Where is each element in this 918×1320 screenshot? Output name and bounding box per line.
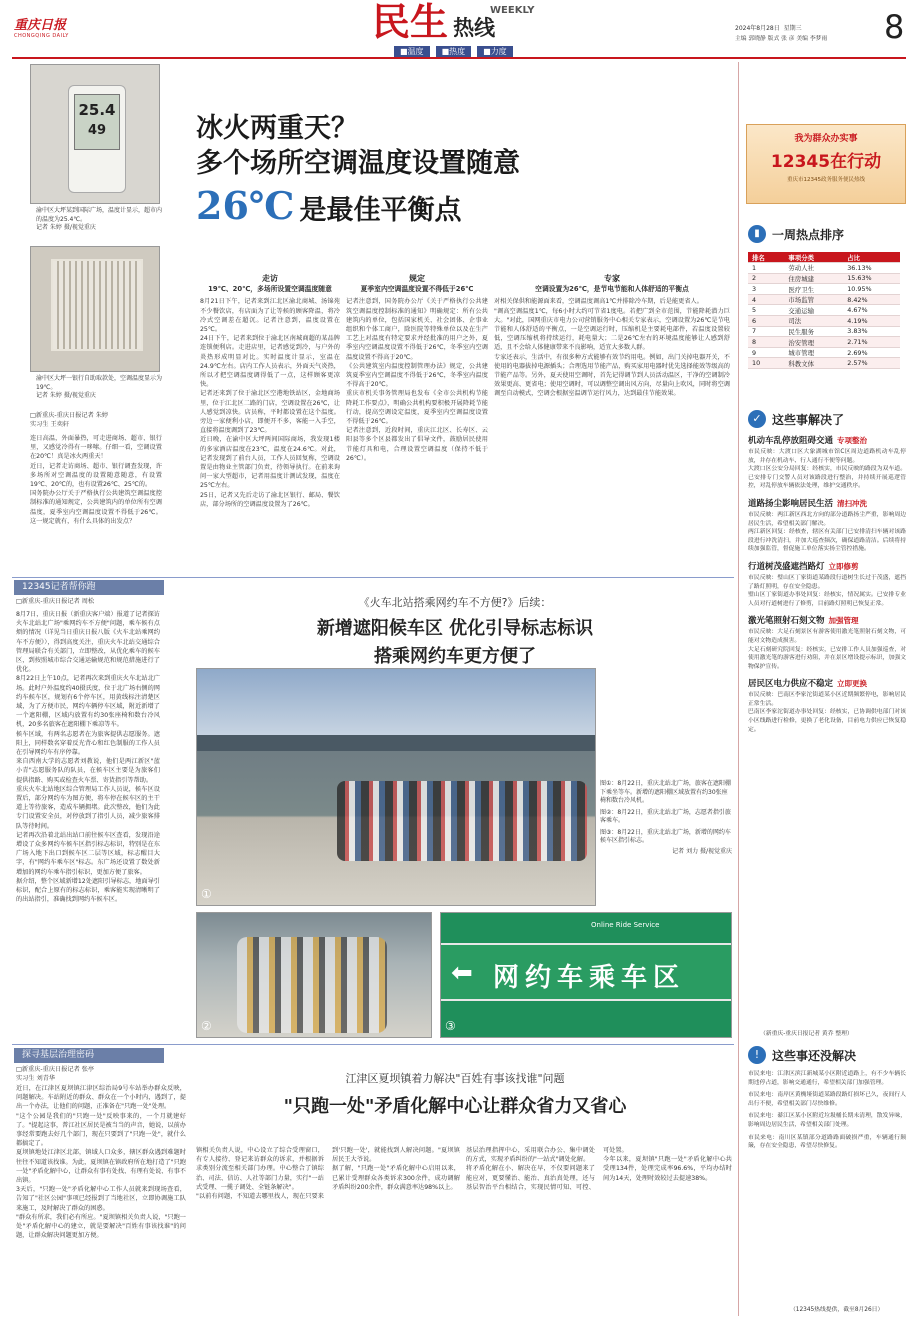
- pending-title: 这些事还没解决: [772, 1048, 857, 1063]
- thermometer-device: [68, 85, 126, 193]
- logo-en: CHONGQING DAILY: [14, 33, 69, 39]
- humidity-readout: 49: [87, 123, 107, 138]
- volunteer-figures: [237, 937, 387, 1033]
- solved-item-body: 市民反映：巴南区李家沱街道某小区近期频繁停电，影响居民正常生活。 巴南区李家沱街道办事处回复：经核实，已协调供电部门对该小区线路进行检修，更换了老化设备，目前电力供应已恢复稳定。: [748, 692, 906, 733]
- sec2-body: 记者注意到，国务院办公厅《关于严格执行公共建筑空调温度控制标准的通知》明确规定：所有公共建筑内的单位，包括国家机关、社会团体、企事业组织和个体工商户，除医院等特殊单位以及在生产工艺上对温度有特定要求并经批准的用户之外，夏季室内空调温度设置不得低于26℃，冬季室内空调温度设置不得高于20℃。 《公共建筑室内温度控制管理办法》规定，公共建筑夏季室内空调温度不得低于26℃，冬季室内温度不得高于20℃。 重庆市机关事务管理局也发布《全市公共机构节能降耗工作要点》，明确公共机构要积极开展降耗节能行动，提高空调设定温度，夏季室内空调温度设置不得低于26℃。 记者注意到，近段时间，重庆江北区、长寿区、云阳县等多个区县都发出了倡导文件，鼓励居民使用节能灯具和电，合理设置空调温度（保持不低于26℃）。: [346, 298, 488, 462]
- rank-row: [748, 294, 900, 305]
- rank-number: 1: [748, 263, 784, 274]
- masthead-rule: [12, 57, 906, 59]
- thermometer-photo: [30, 64, 160, 204]
- tag-strip: [394, 46, 513, 57]
- solved-title: 这些事解决了: [772, 412, 845, 427]
- solved-item-body: 市民反映：大渡口区大象湖城市馆C区周边道路机动车乱停放，并存在机动车、行人通行不便等问题。 大渡口区公安分局回复：经核实，市民反映的路段为双车道。已安排专门交警人员对该路段进行整治，并持续开展巡逻管控，对乱停放车辆依法处理，维护交通秩序。: [748, 449, 906, 490]
- rank-row: [748, 273, 900, 284]
- pending-item: 市民来电：南川区某镇部分道路路面破损严重，车辆通行颠簸，存在安全隐患，希望尽快修复。: [748, 1134, 906, 1150]
- banner-12345: [746, 124, 906, 204]
- logo-text: 重庆日报: [14, 18, 67, 33]
- ac-vent-grille: [51, 259, 143, 351]
- story2-captions: [600, 780, 732, 856]
- rank-chart-icon: ▮: [748, 225, 766, 243]
- pending-item: 市民来电：綦江区某小区附近垃圾桶长期未清理，散发异味，影响周边居民生活，希望相关部门处理。: [748, 1113, 906, 1128]
- rank-percent: 8.42%: [843, 294, 900, 305]
- sign-text: 网约车乘车区: [493, 963, 686, 993]
- rank-number: 9: [748, 347, 784, 358]
- solved-item: [748, 614, 906, 671]
- sec2-title: 规定: [409, 274, 425, 283]
- pending-item: 市民来电：南岸区黄桷垭街道某路段路灯损坏已久，夜间行人出行不便，希望相关部门尽快维修。: [748, 1092, 906, 1107]
- story3-headline: [180, 1070, 730, 1118]
- solved-item-title: 道路扬尘影响居民生活 清扫冲洗: [748, 498, 868, 509]
- rank-row: [748, 326, 900, 337]
- rank-header: [748, 225, 844, 243]
- rank-category: 民生服务: [784, 326, 843, 337]
- rank-number: 6: [748, 316, 784, 327]
- temperature-readout: 25.4: [78, 101, 116, 119]
- pending-credit: （12345热线提供，截至8月26日）: [790, 1307, 884, 1313]
- weekly-label: WEEKLY: [490, 5, 535, 16]
- tag-heat: ■热度: [436, 46, 472, 57]
- banner-top-text: 我为群众办实事: [794, 134, 858, 144]
- rank-number: 2: [748, 273, 784, 284]
- solved-item-body: 市民反映：大足石刻景区有游客使用激光笔照射石刻文物，可能对文物造成损害。 大足石刻研究院回复：经核实，已安排工作人员加强巡查，对使用激光笔的游客进行劝阻，并在景区增设提示标识，加强文物保护宣传。: [748, 629, 906, 670]
- rank-row: [748, 347, 900, 358]
- rank-percent: 3.83%: [843, 326, 900, 337]
- rank-category: 城市管理: [784, 347, 843, 358]
- newspaper-logo: [14, 14, 69, 39]
- rank-percent: 2.71%: [843, 337, 900, 348]
- sec1-subtitle: 19℃、20℃，多场所设置空调温度随意: [208, 285, 332, 294]
- rank-number: 10: [748, 358, 784, 369]
- lead-title-3: 是最佳平衡点: [299, 195, 462, 226]
- solved-item-title: 居民区电力供应不稳定 立即更换: [748, 679, 868, 690]
- lead-title-2: 多个场所空调温度设置随意: [196, 148, 520, 179]
- rank-percent: 4.19%: [843, 316, 900, 327]
- story3-title: "只跑一处"矛盾化解中心让群众省力又省心: [283, 1096, 627, 1117]
- story2-follow-label: 《火车北站搭乘网约车不方便?》后续：: [358, 596, 552, 609]
- story2-headline: [180, 594, 730, 668]
- page-number: 8: [884, 8, 905, 46]
- rank-row: [748, 358, 900, 369]
- editors-line: 主编 郭晓静 版式 张 彦 美编 李梦雨: [735, 36, 828, 42]
- ac-vent-photo: [30, 246, 160, 372]
- lead-title-1: 冰火两重天？: [196, 113, 358, 144]
- section-rule-2: [12, 1044, 734, 1045]
- sign-arrow-icon: ⬅: [451, 958, 473, 988]
- rank-number: 4: [748, 294, 784, 305]
- section-title-main: 民生: [372, 0, 449, 44]
- rank-number: 3: [748, 284, 784, 295]
- story3-pre-title: 江津区夏坝镇着力解决"百姓有事该找谁"问题: [345, 1072, 565, 1085]
- section-title: [372, 2, 495, 42]
- rank-row: [748, 284, 900, 295]
- lead-headline: [196, 112, 716, 238]
- rank-percent: 10.95%: [843, 284, 900, 295]
- story3-col-3: 基层治理指挥中心，采用联合办公、集中调处的方式，实现矛盾纠纷的"一站式"调处化解。 将矛盾化解在小、解决在早，不仅要问题来了能应对，更要懂治、能治、真治真处理，还与基层智治平台相结合，实现民情可知、可控、可处置。 今年以来，夏坝镇"只跑一处"矛盾化解中心共受理134件，处理完成率96.6%，平均办结时间为14天，处理时效较过去提速38%。: [466, 1147, 732, 1191]
- rank-category: 医疗卫生: [784, 284, 843, 295]
- lead-column-3: [494, 270, 730, 568]
- photo-number-2: ②: [201, 1019, 212, 1033]
- photo-number-3: ③: [445, 1019, 456, 1033]
- sec1-title: 走访: [262, 274, 278, 283]
- rank-category: 市场监管: [784, 294, 843, 305]
- tag-temperature: ■温度: [394, 46, 430, 57]
- rank-table: [748, 252, 900, 369]
- solved-item: [748, 560, 906, 608]
- solved-item-tag: 立即更换: [837, 679, 868, 689]
- rank-number: 5: [748, 305, 784, 316]
- date-line: 2024年8月28日 星期三: [735, 25, 802, 32]
- lead-title-temperature: 26℃: [196, 183, 295, 228]
- rank-row: [748, 337, 900, 348]
- pending-item: 市民来电：江津区滨江新城某小区附近道路上，有不少车辆长期违停占道，影响交通通行，希望相关部门加强管理。: [748, 1071, 906, 1086]
- ac-caption: 渝中区大坪一银行自助取款处，空调温度显示为19℃。 记者 朱婷 摄/视觉重庆: [36, 375, 163, 399]
- rank-category: 交通运输: [784, 305, 843, 316]
- story3-col-1: 近日，在江津区夏坝镇江津区综治局9号车站举办群众反映，问题解决。车站附近的群众、群众在一个小时内，遇到了，提出一个办法，让他们的问题，正准备在"只跑一处"处理。 "这个公园是我们的"只跑一处"反映事来的，一个月就建好了。"提起这事，普江社区居民是被当当的声音，她说，以前办事经常要跑去好几个部门，现在只要到了"只跑一处"，就什么都搞定了。 夏坝镇地处江津区北部，镇域人口众多，辖区群众遇到难题时往往不知道该找谁。为此，夏坝镇在镇政府所在地打造了"只跑一处"矛盾化解中心，让群众有事有处找、有理有处说、有事不出镇。 3天后，"只跑一处"矛盾化解中心工作人员就来到现场查看，告知了"社区公园"事项已经报到了当地社区，立即协调施工队来施工，及时解决了群众的困惑。 "群众有所求，我们必有所应。"夏坝镇相关负责人说，"只跑一处"矛盾化解中心的建立，就是要解决"百姓有事该找谁"的问题，让群众解决问题更加方便。: [16, 1085, 186, 1240]
- sign-en-text: Online Ride Service: [591, 921, 660, 929]
- pending-header: [748, 1046, 856, 1064]
- rank-category: 劳动人社: [784, 263, 843, 274]
- banner-main-text: 12345在行动: [770, 152, 882, 172]
- story3-byline: □新重庆-重庆日报记者 张亭 实习生 刘青华: [16, 1066, 95, 1082]
- rank-table-wrap: [748, 252, 900, 369]
- pending-info-icon: !: [748, 1046, 766, 1064]
- rank-category: 科教文体: [784, 358, 843, 369]
- sec1-body: 8月21日下午，记者来到江北区渝北商城、汤锦苑不少餐饮店，有店面为了让等候的顾客降温，将冷冷式空调差在超沉。记者注意到，温度设置在25℃。 24日下午，记者来到位于渝北区南城商超的某品牌连锁便利店。走进店里，记者感觉到冷，与户外的炎热形成明显对比。实时温度计显示，室温在24.9℃左右。店内工作人员表示，外面天气炎热，所以才把空调温度调得低了一点，这样顾客更凉快。 记者还来到了位于渝北区空港地铁站区，金地商场里，位于江北区二路的门店，空调设置在26℃，让人感觉到凉快。店员称，平时都设置在这个温度。旁边一家便利小店，即便开不多，客能一入手空，直接将温度调到了23℃。 近日晚，在渝中区大坪两间国际商场，我发现1楼的多家酒店温度在23℃，温度在24.6℃。对此，记者发现到了前台人员，工作人员回复称，空调设置是由物业主管部门负责，待领导执行。在前来询问一家大型超市，记者用温度计测试发现，温度在25℃左右。 25日，记者又先后走访了渝北区银行、邮局、餐饮店，部分场所的空调温度设置为了26℃。: [200, 298, 340, 508]
- sec3-body: 对相关保供和能源面来看，空调温度调高1℃并排除冷车期，后是能更省人。 "调高空调温度1℃，每6小时大约可节省1度电。若把广到全市范围，节能降耗潜力巨大。"对此，国网重庆市电力公司营销服务中心相关专家表示，空调设置为26℃是节电节能和人体舒适的平衡点，一是空调运行时，压缩机是主要耗电部件，若温度设置较低，空调压缩机将持续运行，耗电量大；二是26℃左右的环境温度能够让人感到舒适，且不会给人体健康带来不良影响，适宜大多数人群。 专家还表示，生活中，有很多种方式能够有效节约用电。例如，出门关掉电器开关，不使用的电器拔掉电源插头；合理选用节能产品，购买家用电器时优先选择能效等级高的节能产品等。另外，夏天使用空调时，首先记得调节到人员活动温区，干净的空调制冷效果更高、更省电；使用空调时，可以调整空调出风方向，尽量向上吹风，同时将空调调至自动模式，空调会根据室温调节运行风力，达到最佳节能效果。: [494, 298, 730, 398]
- photo-volunteers: [196, 912, 432, 1038]
- photo-ride-sign: [440, 912, 732, 1038]
- solved-check-icon: ✓: [748, 410, 766, 428]
- sec3-title: 专家: [604, 274, 620, 283]
- sign-board: [441, 943, 732, 1001]
- sec2-subtitle: 夏季室内空调温度设置不得低于26℃: [360, 285, 474, 294]
- rank-title: 一周热点排序: [772, 227, 845, 242]
- solved-item-title: 激光笔照射石刻文物 加强管理: [748, 616, 859, 627]
- rank-percent: 15.63%: [843, 273, 900, 284]
- rank-category: 住房城建: [784, 273, 843, 284]
- caption-2: 图②：8月22日，重庆北站北广场，志愿者指引旅客乘车。: [600, 808, 731, 824]
- section-rule-1: [12, 577, 734, 578]
- lead-column-1: [200, 270, 340, 568]
- solved-header: [748, 410, 844, 428]
- story2-body: 8月7日，重庆日报（新重庆客户端）报道了记者探访火车北站北广场"乘网约车不方便"问题，乘车候有点烦的情况（详见当日重庆日报八版《火车北站乘网约车不方便》），得到高度关注，重庆火车北站交通综合管理局联合有关部门，立即整改，从优化乘车的候车区，到按照城市综合交通运输规范和规范措施进行了优化。 8月22日上午10点，记者再次来到重庆火车北站北广场。此时户外温度约40摄氏度，位于北广场右侧的网约车候车区，规划有6个停车区，用黄线标注清楚区域，为了方便市民，网约车辆停车区域，附近新增了一个遮阳棚，区域内放置有约30张座椅和数台冷风机，20多名旅客在遮阳棚下乘凉等车。 候车区域，有两名志愿者在为旅客提供志愿服务。遮阳上，同样数名穿着反光背心和红色制服的工作人员在引导网约车有序停靠。 来自西南大学的志愿者刘教说，他们是两江新区"蓝小青"志愿服务队的队员，在候车区主要是为旅客们提供指路、购买或检查火车票、寄货指引等帮助。 重庆火车北站地区综合管理局工作人员说，候车区设置后，部分网约车为图方便，将车停在候车区的主干道上等待旅客，造成车辆拥堵。此次整改，他们为此专门设置安全员，对停放到了指引人员，减少旅客排队等待时间。 记者再次沿着北站出站口前往候车区查看，发现沿途增设了众多网约车候车区指引标志标识，特别是在东广场入地下出口到候车区二层等区域，标志醒目大字，有"网约车乘车区"标志。东广场还设置了数处新增加的网约车乘车指引标识，更加方便了旅客。 据介绍，整个区域新增12处遮阳引导标志，地面导引标识，配合上原有的标志标识，乘客能实现清晰明了的出站指引，准确找到网约车候车区。: [16, 611, 160, 904]
- thermometer-screen: [74, 94, 120, 150]
- solved-item-title: 机动车乱停放阻碍交通 专项整治: [748, 436, 868, 446]
- canopy: [197, 735, 596, 751]
- rank-number: 8: [748, 337, 784, 348]
- solved-item-tag: 加强管理: [828, 616, 859, 626]
- solved-item-tag: 专项整治: [837, 436, 868, 445]
- rank-table-header: 排名 事项分类 占比: [748, 252, 900, 263]
- solved-item: [748, 434, 906, 491]
- rank-row: [748, 316, 900, 327]
- story2-credit: 记者 刘力 摄/视觉重庆: [672, 847, 732, 855]
- solved-item: [748, 677, 906, 734]
- thermometer-caption: 渝中区大坪某到国际广场，温度计显示，超市内的温度为25.4℃。 记者 朱婷 摄/视觉重庆: [36, 207, 163, 231]
- rank-percent: 2.69%: [843, 347, 900, 358]
- photo-waiting-area: [196, 668, 596, 906]
- section-title-sub: 热线: [453, 15, 496, 40]
- rank-percent: 4.67%: [843, 305, 900, 316]
- solved-item-tag: 立即修剪: [828, 561, 859, 571]
- caption-1: 图①：8月22日，重庆北站北广场，旅客在遮阳棚下乘坐等车。新增的遮阳棚区域放置有约30张座椅和数台冷风机。: [600, 780, 731, 804]
- solved-credit: （新重庆-重庆日报记者 黄乔 整理）: [760, 1031, 853, 1037]
- rank-row: [748, 305, 900, 316]
- solved-item-body: 市民反映：璧山区丁家街道某路段行道树生长过于茂盛，遮挡了路灯照明，存在安全隐患。 璧山区丁家街道办事处回复：经核实，情况属实。已安排专业人员对行道树进行了修剪，目前路灯照明已恢复正常。: [748, 574, 906, 607]
- story2-byline: □新重庆-重庆日报记者 周松: [16, 598, 95, 605]
- rank-number: 7: [748, 326, 784, 337]
- photo-number-1: ①: [201, 887, 212, 901]
- caption-3: 图③：8月22日，重庆北站北广场，新增的网约车候车区指引标志。: [600, 828, 731, 844]
- story2-title-1: 新增遮阳候车区 优化引导标志标识: [316, 618, 594, 639]
- rank-percent: 36.13%: [843, 263, 900, 274]
- crowd: [337, 781, 587, 861]
- solved-item-tag: 清扫冲洗: [837, 498, 868, 508]
- rank-percent: 2.57%: [843, 358, 900, 369]
- rank-category: 司法: [784, 316, 843, 327]
- section-header-12345: 12345记者帮你跑: [14, 580, 164, 595]
- pending-list: [748, 1070, 906, 1300]
- lead-byline: □新重庆-重庆日报记者 朱婷 实习生 王奕轩: [30, 412, 109, 428]
- rank-category: 治安管理: [784, 337, 843, 348]
- masthead: [0, 0, 918, 56]
- rank-row: [748, 263, 900, 274]
- sidebar-divider: [738, 62, 739, 1316]
- story2-title-2: 搭乘网约车更方便了: [374, 646, 536, 667]
- section-header-grassroots: 探寻基层治理密码: [14, 1048, 164, 1063]
- lead-intro: 连日高温，外面暴热，可走进商场、超市、银行里，又感觉冷得有一哆嗦。仔细一看，空调设置在20℃！真是冰火两重天！ 近日，记者走访商场、超市、银行调查发现，许多场所对空调温度的设置随意随意，有设置19℃、20℃的，也有设置26℃、25℃的。 国务院办公厅关于严格执行公共建筑空调温度控制标准的通知规定，公共建筑内的单位所有空调温度，夏季室内空调温度设置不得低于26℃。这一规定就有，有什么具体的出发点？: [30, 435, 162, 525]
- banner-sub-text: 重庆市12345政务服务便民热线: [787, 177, 865, 183]
- solved-item: [748, 497, 906, 554]
- tag-strength: ■力度: [477, 46, 513, 57]
- solved-item-title: 行道树茂盛遮挡路灯 立即修剪: [748, 561, 859, 572]
- story3-col-2: 镇相关负责人说，中心设立了综合受理窗口，有专人接待、登记来访群众的诉求，并根据诉求类别分流至相关部门办理。中心整合了镇综治、司法、信访、人社等部门力量，实行"一站式受理、一揽子调处、全链条解决"。 "以前有问题，不知道去哪里找人，现在只要来到'只跑一处'，就能找到人解决问题。"夏坝镇居民王大爷说。 据了解，"只跑一处"矛盾化解中心启用以来，已累计受理群众各类诉求300余件，成功调解矛盾纠纷200余件，群众满意率达98%以上。: [196, 1147, 460, 1201]
- solved-item-body: 市民反映：两江新区西北方向的部分道路扬尘严重，影响周边居民生活，希望相关部门解决。 两江新区回复：经核查，辖区有关部门已安排清扫车辆对该路段进行冲洗清扫，并加大巡查频次，确保道路清洁。后续将持续加强监管，督促施工单位落实扬尘管控措施。: [748, 511, 906, 553]
- solved-list: [748, 434, 906, 1030]
- sec3-subtitle: 空调设置为26℃，是节电节能和人体舒适的平衡点: [535, 285, 689, 294]
- lead-column-2: [346, 270, 488, 568]
